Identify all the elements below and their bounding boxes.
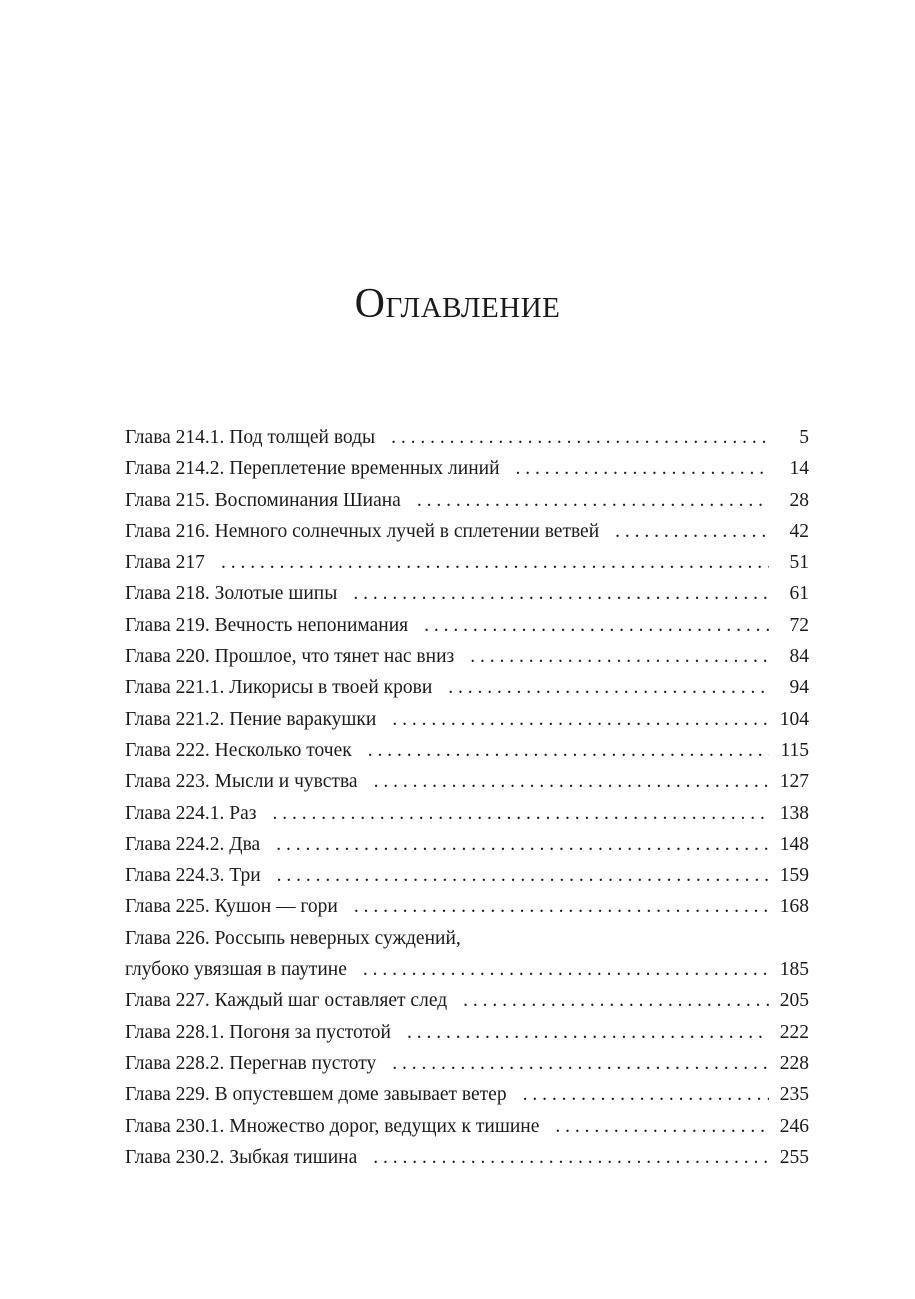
toc-entry[interactable]: [125, 1017, 809, 1048]
toc-entry[interactable]: [125, 485, 809, 516]
toc-entry-page: 228: [779, 1052, 809, 1074]
toc-entry-page: 246: [779, 1115, 809, 1137]
toc-entry[interactable]: [125, 1079, 809, 1110]
toc-entry-title: Глава 214.1. Под толщей воды: [125, 427, 376, 448]
toc-entry-title: Глава 224.3. Три: [125, 865, 261, 887]
toc-entry-page: 148: [779, 833, 809, 855]
toc-entry-title: Глава 222. Несколько точек: [125, 739, 352, 761]
toc-entry-title: Глава 230.1. Множество дорог, ведущих к тишине: [125, 1115, 540, 1137]
toc-entry[interactable]: [125, 891, 809, 922]
toc-leader-dots: [374, 766, 769, 797]
toc-entry-page: 28: [789, 489, 809, 511]
toc-entry[interactable]: [125, 578, 809, 609]
toc-entry[interactable]: [125, 453, 809, 484]
toc-entry-page: 115: [780, 739, 809, 761]
toc-leader-dots: [273, 798, 769, 829]
toc-entry-title: Глава 219. Вечность непонимания: [125, 614, 409, 636]
toc-entry-page: 168: [779, 896, 809, 918]
toc-entry-title: Глава 229. В опустевшем доме завывает ветер: [125, 1084, 507, 1106]
toc-leader-dots: [354, 891, 769, 922]
toc-entry[interactable]: [125, 672, 809, 703]
toc-entry-title: Глава 215. Воспоминания Шиана: [125, 489, 401, 511]
toc-entry-title: Глава 224.2. Два: [125, 833, 261, 855]
toc-leader-dots: [463, 985, 769, 1016]
toc-entry-page: 127: [779, 771, 809, 793]
toc-entry-page: 185: [779, 959, 809, 981]
toc-entry-title-line1: Глава 226. Россыпь неверных суждений,: [125, 927, 461, 949]
toc-entry-title: Глава 224.1. Раз: [125, 802, 257, 824]
toc-entry-title: Глава 220. Прошлое, что тянет нас вниз: [125, 646, 455, 668]
toc-entry-page: 222: [779, 1021, 809, 1043]
toc-leader-dots: [417, 485, 769, 516]
toc-leader-dots: [368, 735, 769, 766]
toc-entry-page: 5: [799, 427, 809, 448]
toc-leader-dots: [373, 1142, 769, 1173]
toc-leader-dots: [523, 1079, 769, 1110]
toc-entry-title: Глава 225. Кушон — гори: [125, 896, 338, 918]
toc-entry-title: Глава 230.2. Зыбкая тишина: [125, 1146, 358, 1168]
toc-entry[interactable]: [125, 1142, 809, 1173]
toc-entry[interactable]: [125, 798, 809, 829]
toc-entry-title: Глава 221.1. Ликорисы в твоей крови: [125, 677, 433, 699]
toc-entry[interactable]: [125, 641, 809, 672]
toc-entry[interactable]: [125, 610, 809, 641]
toc-entry-page: 72: [789, 614, 809, 636]
toc-leader-dots: [516, 453, 769, 484]
toc-entry-page: 84: [789, 646, 809, 668]
toc-entry[interactable]: [125, 829, 809, 860]
toc-entry-title: Глава 216. Немного солнечных лучей в сплетении ветвей: [125, 520, 600, 542]
toc-leader-dots: [276, 829, 769, 860]
toc-entry-page: 205: [779, 990, 809, 1012]
toc-leader-dots: [277, 860, 769, 891]
toc-leader-dots: [448, 672, 769, 703]
toc-entry[interactable]: [125, 860, 809, 891]
toc-entry[interactable]: [125, 422, 809, 453]
toc-entry-title: Глава 218. Золотые шипы: [125, 583, 338, 605]
toc-entry-title: Глава 217: [125, 552, 205, 574]
toc-leader-dots: [555, 1111, 769, 1142]
toc-entry[interactable]: [125, 735, 809, 766]
toc-leader-dots: [470, 641, 769, 672]
toc-entry[interactable]: [125, 1111, 809, 1142]
toc-leader-dots: [391, 422, 769, 453]
toc-leader-dots: [424, 610, 769, 641]
toc-entry[interactable]: [125, 547, 809, 578]
toc-entry-page: 94: [789, 677, 809, 699]
toc-entry-page: 235: [779, 1084, 809, 1106]
toc-leader-dots: [221, 547, 769, 578]
toc-entry-page: 255: [779, 1146, 809, 1168]
toc-leader-dots: [353, 578, 769, 609]
toc-leader-dots: [392, 704, 769, 735]
toc-entry-title: Глава 223. Мысли и чувства: [125, 771, 358, 793]
toc-entry-page: 42: [789, 520, 809, 542]
toc-entry[interactable]: [125, 923, 809, 986]
toc-entry-title: Глава 221.2. Пение варакушки: [125, 708, 377, 730]
toc-entry-title: Глава 228.1. Погоня за пустотой: [125, 1021, 391, 1043]
toc-leader-dots: [363, 954, 769, 985]
toc-leader-dots: [407, 1017, 769, 1048]
toc-entry-page: 159: [779, 865, 809, 887]
toc-leader-dots: [392, 1048, 769, 1079]
toc-leader-dots: [615, 516, 769, 547]
toc-entry-page: 61: [789, 583, 809, 605]
toc-entry-title: глубоко увязшая в паутине: [125, 959, 347, 981]
table-of-contents: [125, 422, 809, 1173]
toc-entry-page: 14: [789, 458, 809, 480]
toc-entry[interactable]: [125, 985, 809, 1016]
toc-entry[interactable]: [125, 516, 809, 547]
page-title: Оглавление: [354, 281, 561, 327]
toc-entry-title: Глава 228.2. Перегнав пустоту: [125, 1052, 377, 1074]
toc-entry-page: 51: [789, 552, 809, 574]
toc-entry[interactable]: [125, 704, 809, 735]
toc-entry-page: 138: [779, 802, 809, 824]
toc-entry-title: Глава 227. Каждый шаг оставляет след: [125, 990, 448, 1012]
toc-entry-title: Глава 214.2. Переплетение временных линий: [125, 458, 500, 480]
toc-entry[interactable]: [125, 766, 809, 797]
toc-entry-page: 104: [779, 708, 809, 730]
toc-entry[interactable]: [125, 1048, 809, 1079]
